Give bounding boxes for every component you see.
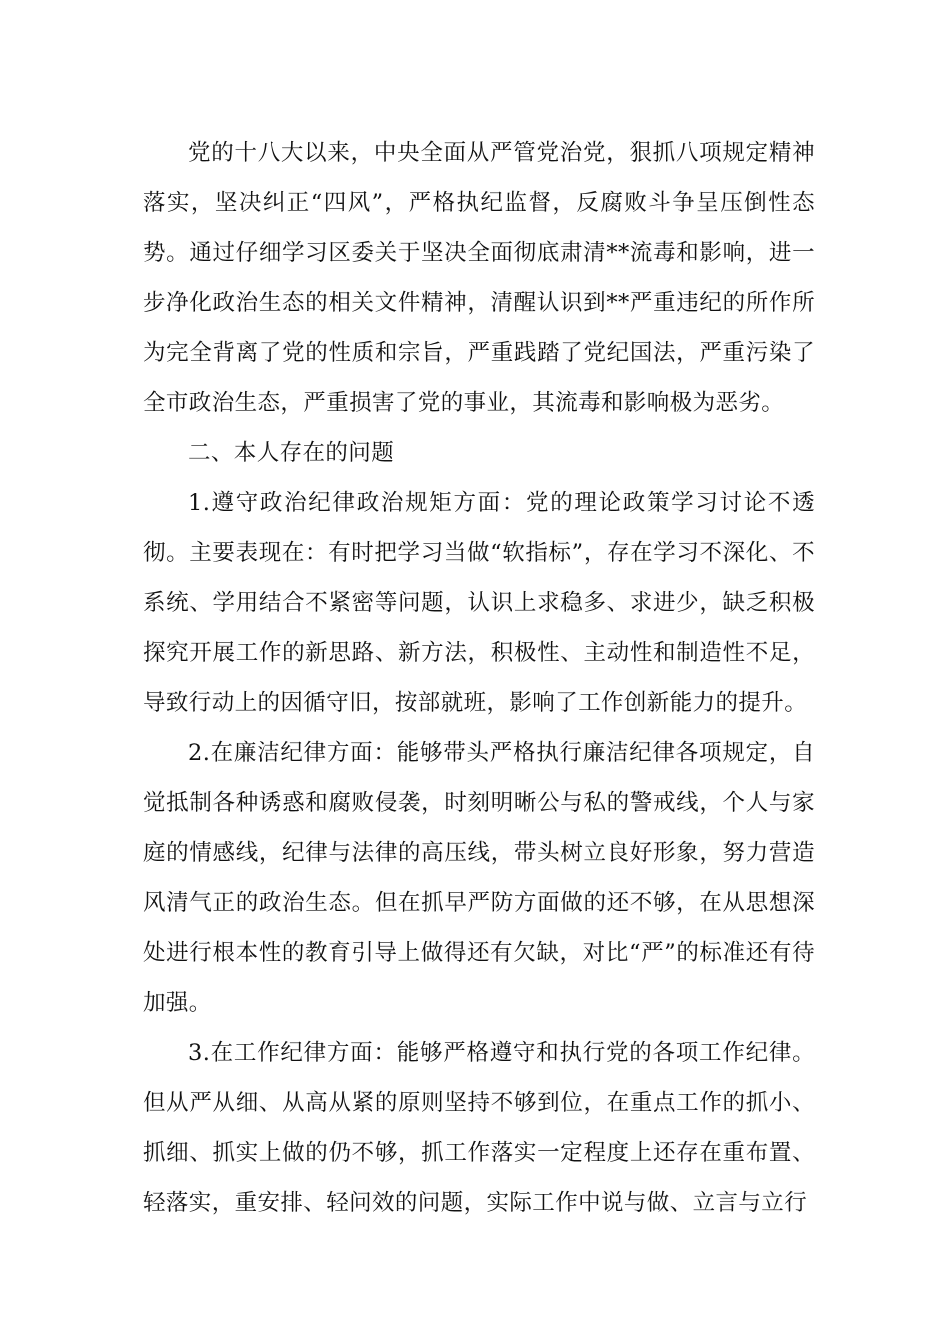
intro-paragraph: 党的十八大以来，中央全面从严管党治党，狠抓八项规定精神落实，坚决纠正“四风”，严格执纪监督，反腐败斗争呈压倒性态势。通过仔细学习区委关于坚决全面彻底肃清**流毒和影响，进一步净化政治生态的相关文件精神，清醒认识到**严重违纪的所作所为完全背离了党的性质和宗旨，严重践踏了党纪国法，严重污染了全市政治生态，严重损害了党的事业，其流毒和影响极为恶劣。 bbox=[143, 140, 815, 416]
paragraph-political-discipline: 1.遵守政治纪律政治规矩方面：党的理论政策学习讨论不透彻。主要表现在：有时把学习当做“软指标”，存在学习不深化、不系统、学用结合不紧密等问题，认识上求稳多、求进少，缺乏积极探究开展工作的新思路、新方法，积极性、主动性和制造性不足，导致行动上的因循守旧，按部就班，影响了工作创新能力的提升。 bbox=[143, 490, 815, 716]
paragraph-integrity-discipline: 2.在廉洁纪律方面：能够带头严格执行廉洁纪律各项规定，自觉抵制各种诱惑和腐败侵袭，时刻明晰公与私的警戒线，个人与家庭的情感线，纪律与法律的高压线，带头树立良好形象，努力营造风清气正的政治生态。但在抓早严防方面做的还不够，在从思想深处进行根本性的教育引导上做得还有欠缺，对比“严”的标准还有待加强。 bbox=[143, 740, 815, 1016]
document-body bbox=[143, 128, 815, 1228]
paragraph-work-discipline: 3.在工作纪律方面：能够严格遵守和执行党的各项工作纪律。但从严从细、从高从紧的原则坚持不够到位，在重点工作的抓小、抓细、抓实上做的仍不够，抓工作落实一定程度上还存在重布置、轻落实，重安排、轻问效的问题，实际工作中说与做、立言与立行 bbox=[143, 1040, 815, 1216]
section-heading-problems: 二、本人存在的问题 bbox=[188, 440, 395, 466]
